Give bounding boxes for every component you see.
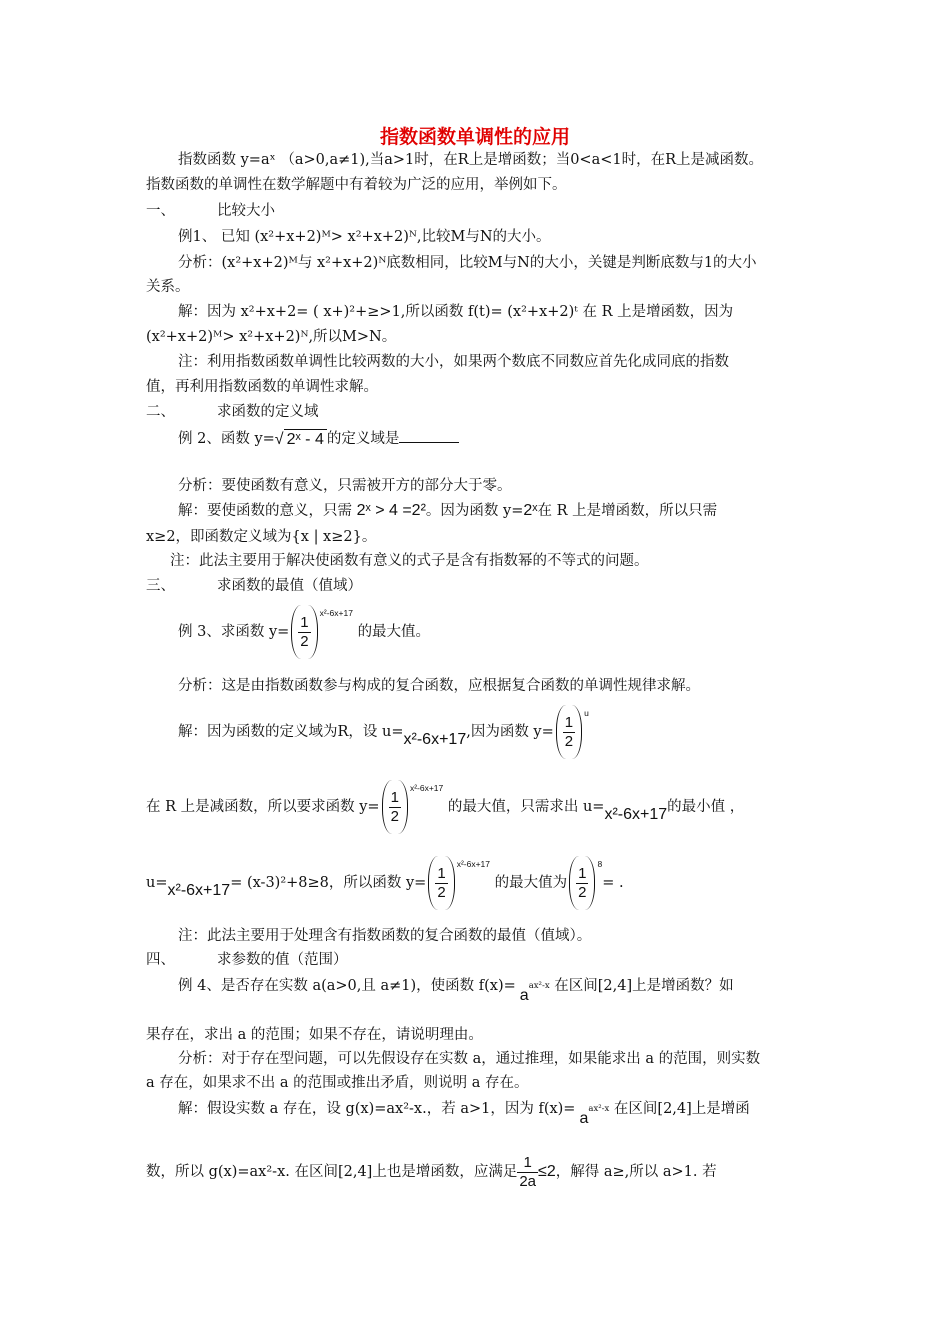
example-4-line-2: 果存在，求出 a 的范围；如果不存在，请说明理由。 bbox=[146, 1027, 483, 1043]
sqrt-expression: √ 2ˣ - 4 bbox=[275, 429, 327, 450]
exponent: x²-6x+17 bbox=[319, 608, 353, 618]
exponent: ax²-x bbox=[588, 1104, 610, 1114]
exponent: 8 bbox=[597, 859, 603, 869]
denominator: 2a bbox=[519, 1172, 537, 1190]
section-title: 求参数的值（范围） bbox=[217, 952, 348, 968]
exponent: u bbox=[584, 708, 589, 718]
numerator: 1 bbox=[578, 864, 587, 882]
exponent: x²-6x+17 bbox=[456, 859, 490, 869]
text: 在区间[2,4]上是增函数？如 bbox=[554, 978, 734, 994]
half-fraction bbox=[382, 780, 408, 834]
page-title: 指数函数单调性的应用 bbox=[379, 126, 570, 148]
radicand: 2ˣ - 4 bbox=[284, 429, 327, 450]
base-a: a bbox=[579, 1110, 589, 1127]
numerator: 1 bbox=[564, 713, 574, 731]
inequality: ≤2 bbox=[538, 1163, 556, 1180]
section-4-heading bbox=[146, 950, 348, 970]
numerator: 1 bbox=[437, 864, 446, 882]
example-3-solution-line-3 bbox=[146, 856, 624, 906]
example-2-solution-line-1 bbox=[178, 501, 717, 521]
quadratic: x²-6x+17 bbox=[403, 731, 467, 748]
text: 的最小值 ， bbox=[667, 799, 745, 815]
text: 解：因为函数的定义域为R，设 u= bbox=[178, 724, 404, 740]
text: 的最大值为 bbox=[494, 875, 568, 891]
denominator: 2 bbox=[390, 807, 399, 825]
example-4-line-1 bbox=[178, 976, 734, 1004]
text: 解：假设实数 a 存在，设 g(x)=ax²-x.，若 a>1，因为 f(x)= bbox=[178, 1101, 576, 1117]
half-fraction bbox=[428, 856, 454, 910]
denominator: 2 bbox=[578, 883, 587, 901]
text: ，解得 a≥,所以 a>1. 若 bbox=[555, 1164, 717, 1180]
text: u= bbox=[146, 875, 168, 891]
example-2 bbox=[178, 428, 459, 450]
text: 的最大值。 bbox=[357, 624, 431, 640]
example-3 bbox=[178, 605, 430, 655]
example-1-note-line-1: 注：利用指数函数单调性比较两数的大小，如果两个数底不同数应首先化成同底的指数 bbox=[178, 354, 729, 370]
example-4-analysis-line-1: 分析：对于存在型问题，可以先假设存在实数 a，通过推理，如果能求出 a 的范围，则实数 bbox=[178, 1051, 761, 1067]
text: 。因为函数 y= bbox=[425, 503, 524, 519]
function-expr: 2ˣ bbox=[523, 502, 538, 519]
quadratic: x²-6x+17 bbox=[604, 806, 668, 823]
half-fraction bbox=[556, 705, 582, 759]
example-4-solution-line-2 bbox=[146, 1148, 717, 1196]
intro-line-1: 指数函数 y=aˣ （a>0,a≠1),当a>1时，在R上是增函数；当0<a<1时，在R上是减函数。 bbox=[178, 152, 764, 168]
section-number: 一、 bbox=[146, 203, 175, 219]
text: = . bbox=[602, 875, 624, 891]
example-1-solution-line-1: 解：因为 x²+x+2= ( x+)²+≥>1,所以函数 f(t)= (x²+x+2)ᵗ 在 R 上是增函数，因为 bbox=[178, 304, 734, 320]
denominator: 2 bbox=[564, 732, 574, 750]
half-fraction bbox=[291, 605, 317, 659]
example-2-suffix: 的定义域是 bbox=[326, 431, 400, 447]
example-1: 例1、 已知 (x²+x+2)ᴹ> x²+x+2)ᴺ,比较M与N的大小。 bbox=[178, 229, 551, 245]
intro-line-2: 指数函数的单调性在数学解题中有着较为广泛的应用，举例如下。 bbox=[146, 177, 567, 193]
text: 的最大值，只需求出 u= bbox=[447, 799, 605, 815]
inequality: 2ˣ > 4 =2² bbox=[356, 502, 426, 519]
text: 数，所以 g(x)=ax²-x. 在区间[2,4]上也是增函数，应满足 bbox=[146, 1164, 518, 1180]
text: 在 R 上是增函数，所以只需 bbox=[537, 503, 718, 519]
section-number: 二、 bbox=[146, 404, 175, 420]
example-1-solution-line-2: (x²+x+2)ᴹ> x²+x+2)ᴺ,所以M>N。 bbox=[146, 329, 397, 345]
example-3-note: 注：此法主要用于处理含有指数函数的复合函数的最值（值域）。 bbox=[178, 928, 592, 944]
section-number: 三、 bbox=[146, 578, 175, 594]
example-2-analysis: 分析：要使函数有意义，只需被开方的部分大于零。 bbox=[178, 478, 512, 494]
section-3-heading bbox=[146, 576, 362, 596]
numerator: 1 bbox=[300, 613, 309, 631]
example-4-analysis-line-2: a 存在，如果求不出 a 的范围或推出矛盾，则说明 a 存在。 bbox=[146, 1075, 529, 1091]
example-3-solution-line-1 bbox=[178, 705, 589, 755]
base-a: a bbox=[519, 987, 529, 1004]
example-2-note: 注：此法主要用于解决使函数有意义的式子是含有指数幂的不等式的问题。 bbox=[170, 553, 649, 569]
text: 例 3、求函数 y= bbox=[178, 624, 290, 640]
example-4-solution-line-1 bbox=[178, 1099, 750, 1127]
section-number: 四、 bbox=[146, 952, 175, 968]
section-title: 求函数的定义域 bbox=[217, 404, 319, 420]
quadratic: x²-6x+17 bbox=[167, 882, 231, 899]
text: 在 R 上是减函数，所以要求函数 y= bbox=[146, 799, 380, 815]
half-fraction bbox=[569, 856, 595, 910]
section-title: 求函数的最值（值域） bbox=[217, 578, 362, 594]
text: 例 4、是否存在实数 a(a>0,且 a≠1)，使函数 f(x)= bbox=[178, 978, 516, 994]
text: 在区间[2,4]上是增函 bbox=[613, 1101, 750, 1117]
exponent: x²-6x+17 bbox=[409, 783, 444, 793]
section-title: 比较大小 bbox=[217, 203, 275, 219]
example-1-analysis-line-1: 分析：(x²+x+2)ᴹ与 x²+x+2)ᴺ底数相同，比较M与N的大小，关键是判断底数与1的大小 bbox=[178, 255, 757, 271]
one-over-2a bbox=[517, 1154, 538, 1191]
example-2-prefix: 例 2、函数 y= bbox=[178, 431, 275, 447]
example-3-solution-line-2 bbox=[146, 780, 744, 830]
section-1-heading bbox=[146, 201, 275, 221]
example-3-analysis: 分析：这是由指数函数参与构成的复合函数，应根据复合函数的单调性规律求解。 bbox=[178, 678, 700, 694]
text: 解：要使函数的意义，只需 bbox=[178, 503, 352, 519]
text: = (x-3)²+8≥8，所以函数 y= bbox=[230, 875, 427, 891]
section-2-heading bbox=[146, 402, 319, 422]
numerator: 1 bbox=[390, 788, 399, 806]
text: ,因为函数 y= bbox=[466, 724, 554, 740]
example-2-solution-line-2: x≥2，即函数定义域为{x | x≥2}。 bbox=[146, 529, 377, 545]
answer-blank bbox=[399, 428, 459, 443]
example-1-note-line-2: 值，再利用指数函数的单调性求解。 bbox=[146, 379, 378, 395]
example-1-analysis-line-2: 关系。 bbox=[146, 279, 190, 295]
exponent: ax²-x bbox=[528, 981, 550, 991]
denominator: 2 bbox=[300, 632, 309, 650]
denominator: 2 bbox=[437, 883, 446, 901]
numerator: 1 bbox=[517, 1154, 538, 1173]
